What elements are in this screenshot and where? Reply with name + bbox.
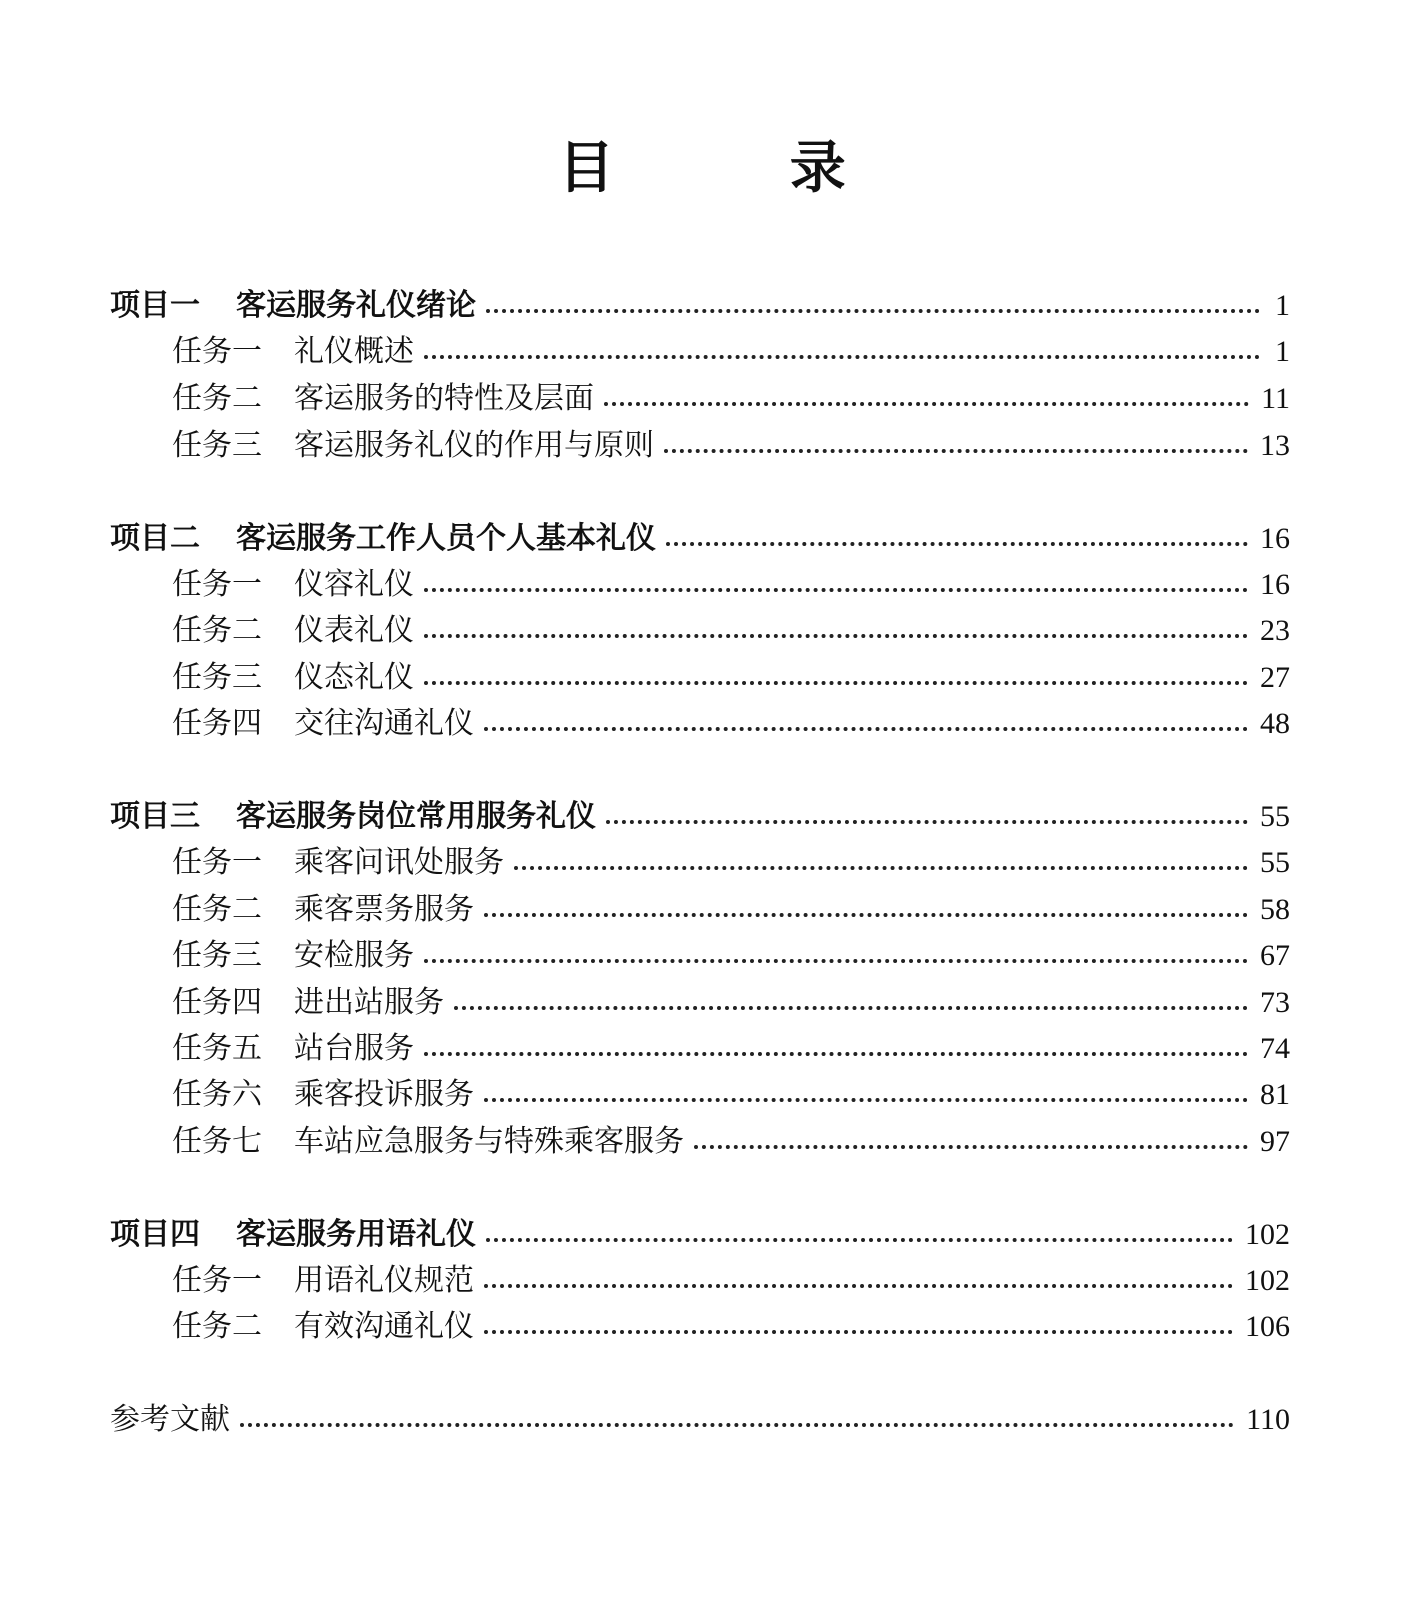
dot-leader bbox=[424, 588, 1248, 592]
toc-task-entry bbox=[0, 654, 1404, 702]
toc-task-entry bbox=[0, 422, 1404, 470]
entry-title: 客运服务礼仪的作用与原则 bbox=[294, 428, 654, 463]
entry-number: 项目三 bbox=[110, 799, 200, 834]
dot-leader bbox=[664, 449, 1248, 453]
toc-task-entry bbox=[0, 375, 1404, 423]
dot-leader bbox=[424, 681, 1248, 685]
entry-page-number: 13 bbox=[1260, 429, 1290, 462]
entry-page-number: 1 bbox=[1275, 335, 1290, 368]
entry-title: 安检服务 bbox=[294, 938, 414, 973]
toc-task-entry bbox=[0, 1303, 1404, 1351]
entry-number: 任务一 bbox=[172, 567, 262, 602]
entry-number: 任务三 bbox=[172, 660, 262, 695]
entry-page-number: 1 bbox=[1275, 289, 1290, 322]
dot-leader bbox=[484, 727, 1248, 731]
entry-number: 任务三 bbox=[172, 428, 262, 463]
dot-leader bbox=[484, 1330, 1233, 1334]
entry-number: 任务二 bbox=[172, 1309, 262, 1344]
toc-task-entry bbox=[0, 839, 1404, 887]
entry-page-number: 48 bbox=[1260, 707, 1290, 740]
entry-page-number: 55 bbox=[1260, 846, 1290, 879]
dot-leader bbox=[484, 1284, 1233, 1288]
entry-page-number: 102 bbox=[1245, 1264, 1290, 1297]
entry-title: 仪表礼仪 bbox=[294, 613, 414, 648]
dot-leader bbox=[484, 913, 1248, 917]
toc-task-entry bbox=[0, 1025, 1404, 1073]
entry-number: 任务七 bbox=[172, 1124, 262, 1159]
entry-title: 用语礼仪规范 bbox=[294, 1263, 474, 1298]
entry-title: 客运服务岗位常用服务礼仪 bbox=[236, 799, 596, 834]
entry-number: 任务二 bbox=[172, 892, 262, 927]
entry-page-number: 81 bbox=[1260, 1078, 1290, 1111]
page-title: 目 录 bbox=[558, 135, 924, 201]
entry-title: 仪态礼仪 bbox=[294, 660, 414, 695]
entry-page-number: 67 bbox=[1260, 939, 1290, 972]
entry-page-number: 23 bbox=[1260, 614, 1290, 647]
entry-page-number: 11 bbox=[1261, 382, 1290, 415]
dot-leader bbox=[424, 355, 1260, 359]
entry-number: 任务一 bbox=[172, 334, 262, 369]
toc-task-entry bbox=[0, 1118, 1404, 1166]
dot-leader bbox=[424, 1052, 1248, 1056]
toc-task-entry bbox=[0, 1071, 1404, 1119]
entry-page-number: 97 bbox=[1260, 1125, 1290, 1158]
dot-leader bbox=[666, 542, 1248, 546]
toc-project-entry bbox=[0, 793, 1404, 841]
dot-leader bbox=[514, 866, 1248, 870]
entry-page-number: 73 bbox=[1260, 986, 1290, 1019]
toc-project-entry bbox=[0, 1211, 1404, 1259]
entry-number: 任务四 bbox=[172, 985, 262, 1020]
entry-title: 礼仪概述 bbox=[294, 334, 414, 369]
entry-title: 乘客问讯处服务 bbox=[294, 845, 504, 880]
entry-number: 任务六 bbox=[172, 1077, 262, 1112]
entry-page-number: 102 bbox=[1245, 1218, 1290, 1251]
entry-page-number: 55 bbox=[1260, 800, 1290, 833]
entry-page-number: 27 bbox=[1260, 661, 1290, 694]
entry-page-number: 16 bbox=[1260, 522, 1290, 555]
entry-title: 客运服务用语礼仪 bbox=[236, 1217, 476, 1252]
entry-page-number: 16 bbox=[1260, 568, 1290, 601]
toc-project-entry bbox=[0, 515, 1404, 563]
dot-leader bbox=[424, 959, 1248, 963]
entry-number: 任务一 bbox=[172, 845, 262, 880]
dot-leader bbox=[694, 1145, 1248, 1149]
dot-leader bbox=[606, 820, 1248, 824]
entry-number: 项目二 bbox=[110, 521, 200, 556]
entry-number: 任务二 bbox=[172, 381, 262, 416]
toc-task-entry bbox=[0, 886, 1404, 934]
entry-title: 进出站服务 bbox=[294, 985, 444, 1020]
entry-number: 项目四 bbox=[110, 1217, 200, 1252]
dot-leader bbox=[604, 402, 1249, 406]
entry-title: 客运服务礼仪绪论 bbox=[236, 288, 476, 323]
entry-number: 任务一 bbox=[172, 1263, 262, 1298]
entry-number: 项目一 bbox=[110, 288, 200, 323]
dot-leader bbox=[454, 1006, 1248, 1010]
dot-leader bbox=[424, 634, 1248, 638]
toc-task-entry bbox=[0, 1257, 1404, 1305]
dot-leader bbox=[484, 1098, 1248, 1102]
dot-leader bbox=[486, 309, 1260, 313]
toc-task-entry bbox=[0, 979, 1404, 1027]
entry-number: 任务四 bbox=[172, 706, 262, 741]
entry-page-number: 58 bbox=[1260, 893, 1290, 926]
entry-page-number: 110 bbox=[1246, 1403, 1290, 1436]
entry-page-number: 106 bbox=[1245, 1310, 1290, 1343]
toc-task-entry bbox=[0, 932, 1404, 980]
entry-title: 车站应急服务与特殊乘客服务 bbox=[294, 1124, 684, 1159]
entry-title: 交往沟通礼仪 bbox=[294, 706, 474, 741]
entry-page-number: 74 bbox=[1260, 1032, 1290, 1065]
entry-title: 客运服务的特性及层面 bbox=[294, 381, 594, 416]
entry-title: 站台服务 bbox=[294, 1031, 414, 1066]
entry-title: 乘客票务服务 bbox=[294, 892, 474, 927]
entry-number: 任务三 bbox=[172, 938, 262, 973]
entry-title: 仪容礼仪 bbox=[294, 567, 414, 602]
entry-number: 任务五 bbox=[172, 1031, 262, 1066]
toc-project-entry bbox=[0, 282, 1404, 330]
entry-title: 参考文献 bbox=[110, 1402, 230, 1437]
entry-title: 有效沟通礼仪 bbox=[294, 1309, 474, 1344]
toc-task-entry bbox=[0, 700, 1404, 748]
dot-leader bbox=[240, 1423, 1234, 1427]
toc-references-entry bbox=[0, 1396, 1404, 1444]
toc-task-entry bbox=[0, 328, 1404, 376]
toc-task-entry bbox=[0, 607, 1404, 655]
toc-task-entry bbox=[0, 561, 1404, 609]
dot-leader bbox=[486, 1238, 1233, 1242]
entry-number: 任务二 bbox=[172, 613, 262, 648]
entry-title: 客运服务工作人员个人基本礼仪 bbox=[236, 521, 656, 556]
entry-title: 乘客投诉服务 bbox=[294, 1077, 474, 1112]
